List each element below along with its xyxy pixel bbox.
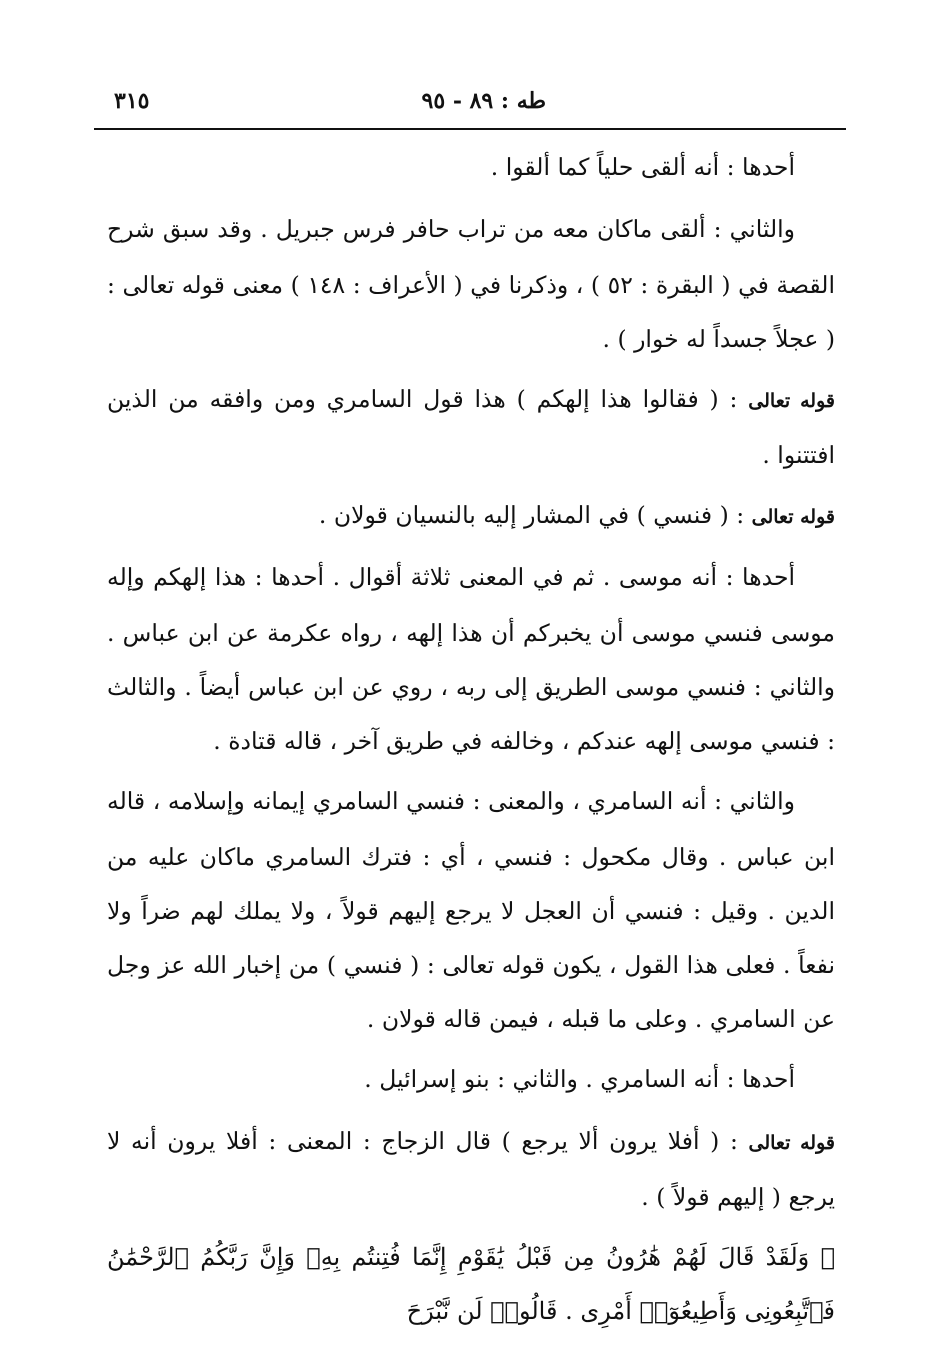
paragraph-5 [107,550,835,768]
paragraph-8 [107,1114,835,1224]
header-title: طه : ٨٩ - ٩٥ [421,88,546,114]
paragraph-lead: قوله تعالى [748,1132,835,1154]
paragraph-6 [107,774,835,1046]
quran-verse: ﴿ وَلَقَدْ قَالَ لَهُمْ هَٰرُونُ مِن قَبْلُ يَٰقَوْمِ إِنَّمَا فُتِنتُم بِهِۦ وَإِنَّ رَبَّكُمُ ٱلرَّحْمَٰنُ فَٱتَّبِعُونِى وَأَطِيعُوٓا۟ أَمْرِى . قَالُوا۟ لَن نَّبْرَحَ [107,1243,835,1325]
header-rule [94,128,846,130]
paragraph-lead: قوله تعالى [751,506,835,528]
paragraph-4 [107,488,835,544]
page-number: ٣١٥ [114,88,150,114]
paragraph-7 [107,1052,835,1108]
paragraph-text: أحدها : أنه السامري . والثاني : بنو إسرائيل . [364,1065,795,1093]
paragraph-lead: قوله تعالى [748,390,835,412]
paragraph-text: : ( فنسي ) في المشار إليه بالنسيان قولان . [318,501,752,529]
paragraph-text: والثاني : أنه السامري ، والمعنى : فنسي السامري إيمانه وإسلامه ، قاله ابن عباس . وقال مكحول : فنسي ، أي : فترك السامري ماكان عليه من الدين . وقيل : فنسي أن العجل لا يرجع إليهم قولاً ، ولا يملك لهم ضراً ولا نفعاً . فعلى هذا القول ، يكون قوله تعالى : ( فنسي ) من إخبار الله عز وجل عن السامري . وعلى ما قبله ، فيمن قاله قولان . [107,787,835,1033]
paragraph-text: : ( فقالوا هذا إلهكم ) هذا قول السامري ومن وافقه من الذين افتتنوا . [107,385,835,469]
paragraph-2 [107,202,835,366]
paragraph-text: : ( أفلا يرون ألا يرجع ) قال الزجاج : المعنى : أفلا يرون أنه لا يرجع ( إليهم قولاً ) . [107,1127,835,1211]
body-text [107,140,835,1344]
paragraph-text: أحدها : أنه ألقى حلياً كما ألقوا . [490,153,795,181]
paragraph-text: أحدها : أنه موسى . ثم في المعنى ثلاثة أقوال . أحدها : هذا إلهكم وإله موسى فنسي موسى أن يخبركم أن هذا إلهه ، رواه عكرمة عن ابن عباس . والثاني : فنسي موسى الطريق إلى ربه ، روي عن ابن عباس أيضاً . والثالث : فنسي موسى إلهه عندكم ، وخالفه في طريق آخر ، قاله قتادة . [107,563,835,755]
running-header [96,84,846,124]
paragraph-1 [107,140,835,196]
paragraph-text: والثاني : ألقى ماكان معه من تراب حافر فرس جبريل . وقد سبق شرح القصة في ( البقرة : ٥٢ ) ، وذكرنا في ( الأعراف : ١٤٨ ) معنى قوله تعالى : ( عجلاً جسداً له خوار ) . [107,215,835,353]
paragraph-3 [107,372,835,482]
